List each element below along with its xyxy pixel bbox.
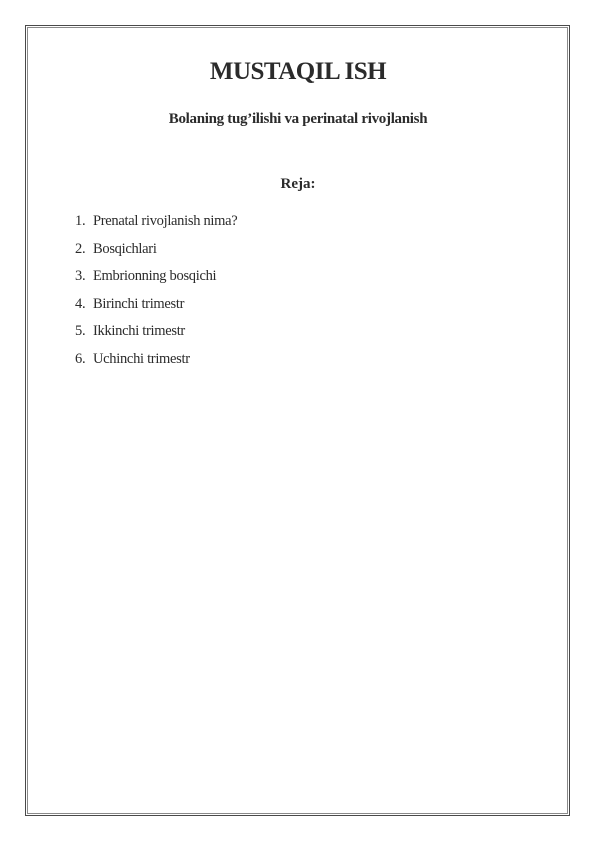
plan-item-number: 4. xyxy=(75,295,86,312)
plan-item-number: 3. xyxy=(75,268,86,285)
document-title: MUSTAQIL ISH xyxy=(209,58,387,85)
plan-item xyxy=(75,318,237,346)
plan-heading: Reja: xyxy=(280,176,316,192)
plan-item-text: Embrionning bosqichi xyxy=(93,268,217,285)
plan-item-text: Ikkinchi trimestr xyxy=(93,323,185,340)
plan-item-number: 5. xyxy=(75,323,86,340)
plan-item-number: 1. xyxy=(75,213,86,229)
plan-item-text: Bosqichlari xyxy=(93,240,157,257)
plan-item xyxy=(75,346,237,374)
plan-item-number: 6. xyxy=(75,350,86,367)
plan-item-text: Birinchi trimestr xyxy=(93,295,185,312)
page-border xyxy=(25,25,570,816)
plan-item-text: Uchinchi trimestr xyxy=(93,350,190,367)
plan-item-text: Prenatal rivojlanish nima? xyxy=(93,213,238,229)
plan-item xyxy=(75,236,237,264)
plan-list xyxy=(75,208,237,374)
plan-item xyxy=(75,263,237,291)
plan-item-number: 2. xyxy=(75,240,86,257)
document-subtitle: Bolaning tug’ilishi va perinatal rivojlanish xyxy=(168,111,428,127)
plan-item xyxy=(75,208,237,236)
plan-item xyxy=(75,291,237,319)
